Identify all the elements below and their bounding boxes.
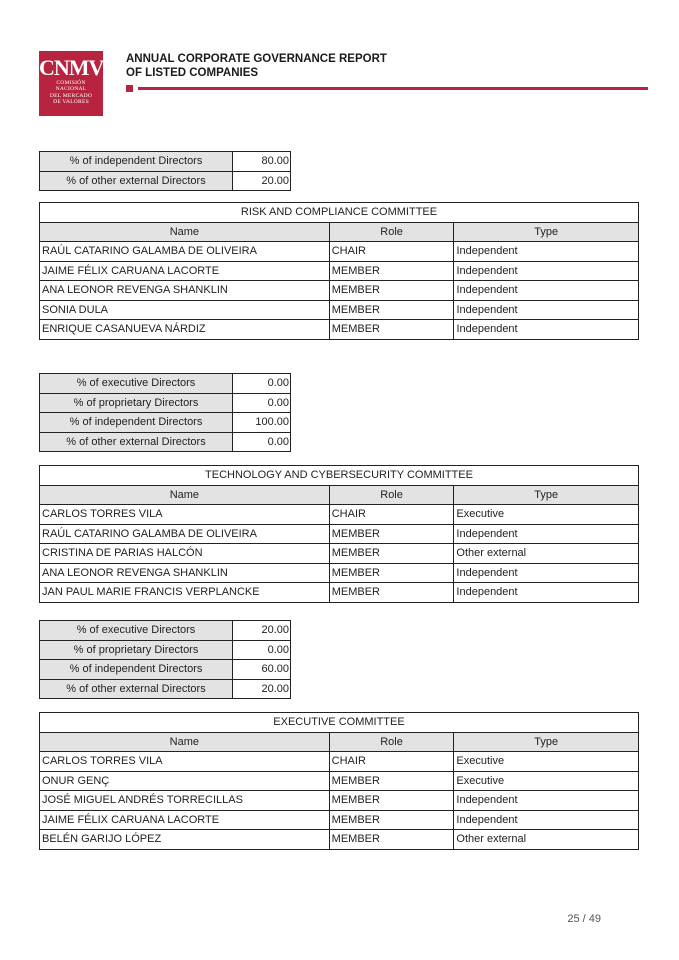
pct-value: 20.00	[233, 679, 291, 699]
member-role: MEMBER	[329, 261, 454, 281]
member-name: ANA LEONOR REVENGA SHANKLIN	[40, 563, 330, 583]
director-percentages-table-1	[39, 151, 291, 191]
report-title	[126, 52, 387, 80]
logo-text: CNMV	[39, 55, 104, 80]
committee-title: TECHNOLOGY AND CYBERSECURITY COMMITTEE	[40, 466, 639, 486]
table-row	[40, 281, 639, 301]
column-header-name: Name	[40, 485, 330, 505]
pct-value: 0.00	[233, 640, 291, 660]
member-type: Executive	[454, 505, 639, 525]
table-row	[40, 563, 639, 583]
risk-compliance-committee-table	[39, 202, 639, 340]
pct-label: % of other external Directors	[40, 171, 233, 191]
table-row	[40, 152, 291, 172]
pct-value: 60.00	[233, 660, 291, 680]
member-name: JAIME FÉLIX CARUANA LACORTE	[40, 261, 330, 281]
pct-value: 100.00	[233, 413, 291, 433]
member-role: MEMBER	[329, 810, 454, 830]
member-role: MEMBER	[329, 544, 454, 564]
pct-label: % of independent Directors	[40, 413, 233, 433]
table-row	[40, 583, 639, 603]
member-type: Independent	[454, 563, 639, 583]
committee-title: RISK AND COMPLIANCE COMMITTEE	[40, 203, 639, 223]
table-row	[40, 791, 639, 811]
member-type: Independent	[454, 524, 639, 544]
table-header-row	[40, 732, 639, 752]
table-row	[40, 524, 639, 544]
table-header-row	[40, 485, 639, 505]
column-header-name: Name	[40, 222, 330, 242]
member-type: Executive	[454, 752, 639, 772]
table-row	[40, 320, 639, 340]
header-divider	[138, 87, 648, 90]
table-row	[40, 374, 291, 394]
pct-value: 80.00	[233, 152, 291, 172]
technology-cybersecurity-committee-table	[39, 465, 639, 603]
table-row	[40, 261, 639, 281]
member-type: Independent	[454, 810, 639, 830]
member-type: Other external	[454, 544, 639, 564]
member-role: MEMBER	[329, 771, 454, 791]
page-number: 25 / 49	[567, 913, 601, 925]
table-row	[40, 300, 639, 320]
pct-value: 0.00	[233, 432, 291, 452]
logo-sub-line: COMISIÓN	[56, 80, 86, 86]
table-row	[40, 242, 639, 262]
table-row	[40, 679, 291, 699]
executive-committee-table	[39, 712, 639, 850]
column-header-role: Role	[329, 485, 454, 505]
member-type: Independent	[454, 300, 639, 320]
member-role: MEMBER	[329, 583, 454, 603]
pct-value: 0.00	[233, 393, 291, 413]
table-row	[40, 752, 639, 772]
member-role: MEMBER	[329, 563, 454, 583]
member-name: RAÚL CATARINO GALAMBA DE OLIVEIRA	[40, 242, 330, 262]
report-title-line1: ANNUAL CORPORATE GOVERNANCE REPORT	[126, 53, 387, 65]
report-title-line2: OF LISTED COMPANIES	[126, 67, 259, 79]
pct-value: 0.00	[233, 374, 291, 394]
member-role: MEMBER	[329, 791, 454, 811]
member-name: ENRIQUE CASANUEVA NÁRDIZ	[40, 320, 330, 340]
pct-value: 20.00	[233, 621, 291, 641]
member-role: MEMBER	[329, 281, 454, 301]
table-row	[40, 413, 291, 433]
table-row	[40, 621, 291, 641]
member-name: CRISTINA DE PARIAS HALCÓN	[40, 544, 330, 564]
member-name: JAN PAUL MARIE FRANCIS VERPLANCKE	[40, 583, 330, 603]
member-type: Independent	[454, 583, 639, 603]
logo-sub-line: NACIONAL	[55, 86, 87, 93]
header-accent-square	[126, 85, 133, 92]
pct-label: % of executive Directors	[40, 621, 233, 641]
table-row	[40, 393, 291, 413]
pct-label: % of proprietary Directors	[40, 640, 233, 660]
column-header-role: Role	[329, 222, 454, 242]
table-row	[40, 810, 639, 830]
member-type: Independent	[454, 261, 639, 281]
member-role: CHAIR	[329, 752, 454, 772]
member-name: CARLOS TORRES VILA	[40, 752, 330, 772]
member-name: JAIME FÉLIX CARUANA LACORTE	[40, 810, 330, 830]
column-header-role: Role	[329, 732, 454, 752]
table-row	[40, 544, 639, 564]
cnmv-logo	[39, 51, 103, 116]
member-role: MEMBER	[329, 524, 454, 544]
member-type: Independent	[454, 320, 639, 340]
member-name: ANA LEONOR REVENGA SHANKLIN	[40, 281, 330, 301]
pct-label: % of executive Directors	[40, 374, 233, 394]
pct-label: % of other external Directors	[40, 679, 233, 699]
column-header-type: Type	[454, 485, 639, 505]
member-name: CARLOS TORRES VILA	[40, 505, 330, 525]
table-row	[40, 432, 291, 452]
table-row	[40, 830, 639, 850]
member-type: Independent	[454, 791, 639, 811]
member-type: Independent	[454, 242, 639, 262]
member-name: SONIA DULA	[40, 300, 330, 320]
table-row	[40, 505, 639, 525]
table-row	[40, 771, 639, 791]
member-role: MEMBER	[329, 320, 454, 340]
member-type: Executive	[454, 771, 639, 791]
member-role: MEMBER	[329, 830, 454, 850]
committee-title: EXECUTIVE COMMITTEE	[40, 713, 639, 733]
pct-value: 20.00	[233, 171, 291, 191]
table-header-row	[40, 222, 639, 242]
member-name: ONUR GENÇ	[40, 771, 330, 791]
member-role: MEMBER	[329, 300, 454, 320]
logo-sub-line: DEL MERCADO	[49, 92, 93, 99]
pct-label: % of other external Directors	[40, 432, 233, 452]
table-row	[40, 640, 291, 660]
member-role: CHAIR	[329, 505, 454, 525]
column-header-type: Type	[454, 222, 639, 242]
table-row	[40, 171, 291, 191]
pct-label: % of proprietary Directors	[40, 393, 233, 413]
column-header-name: Name	[40, 732, 330, 752]
member-name: JOSÉ MIGUEL ANDRÉS TORRECILLAS	[40, 791, 330, 811]
table-row	[40, 660, 291, 680]
member-name: RAÚL CATARINO GALAMBA DE OLIVEIRA	[40, 524, 330, 544]
member-role: CHAIR	[329, 242, 454, 262]
member-name: BELÉN GARIJO LÓPEZ	[40, 830, 330, 850]
column-header-type: Type	[454, 732, 639, 752]
member-type: Other external	[454, 830, 639, 850]
director-percentages-table-3	[39, 620, 291, 699]
logo-sub-line: DE VALORES	[53, 99, 89, 106]
director-percentages-table-2	[39, 373, 291, 452]
pct-label: % of independent Directors	[40, 152, 233, 172]
pct-label: % of independent Directors	[40, 660, 233, 680]
member-type: Independent	[454, 281, 639, 301]
